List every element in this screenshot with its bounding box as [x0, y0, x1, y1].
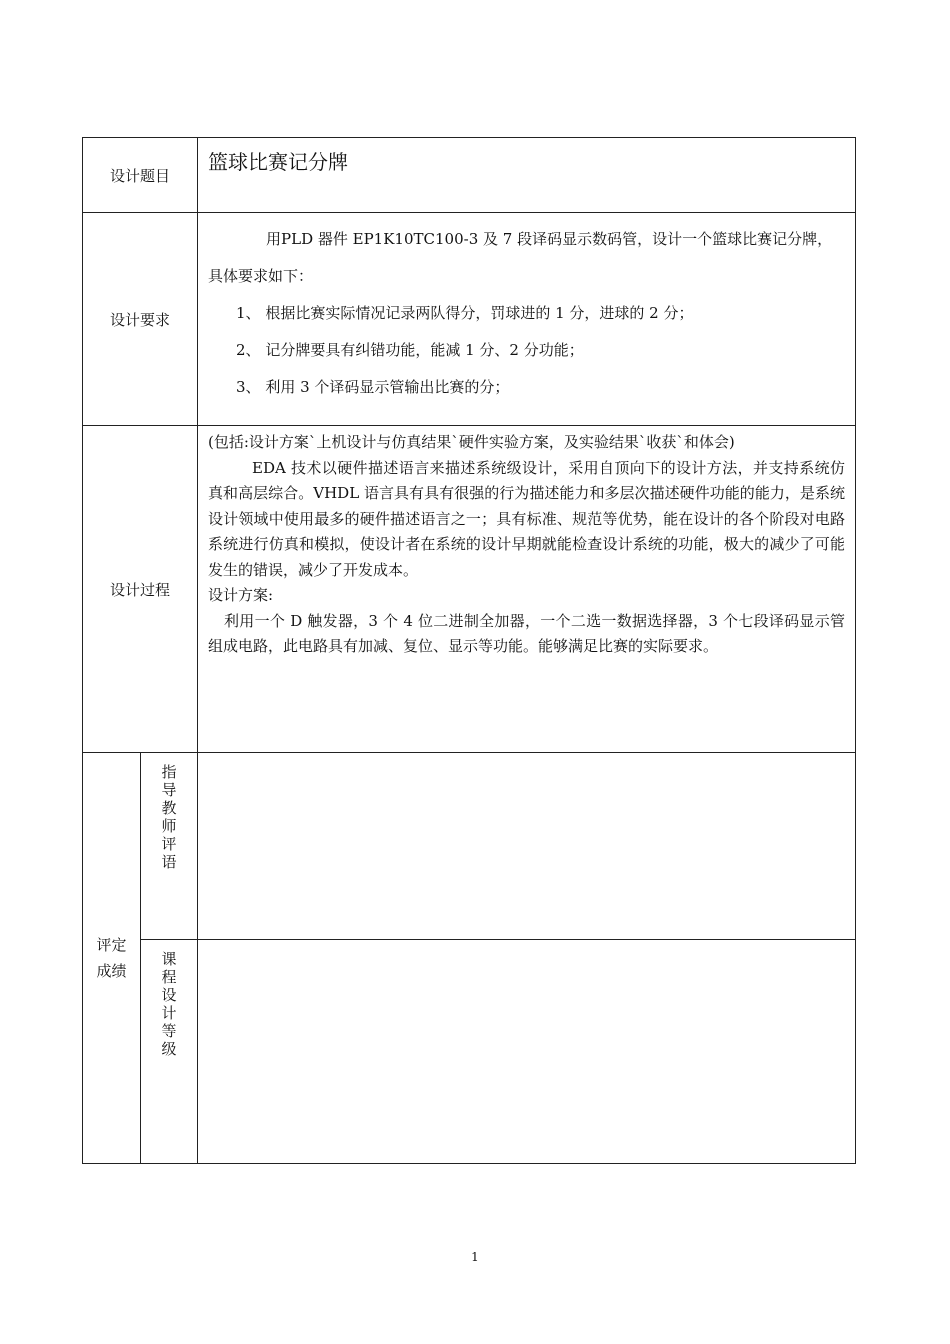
- design-title-text: 篮球比赛记分牌: [208, 150, 349, 174]
- requirements-content: [198, 213, 856, 426]
- teacher-comment-char: 指: [161, 763, 177, 781]
- requirement-item-1: 1、 根据比赛实际情况记录两队得分，罚球进的 1 分，进球的 2 分；: [236, 304, 694, 322]
- course-grade-char: 设: [161, 986, 177, 1004]
- teacher-comment-char: 导: [161, 781, 177, 799]
- design-form-table: [82, 137, 856, 1164]
- teacher-comment-char: 评: [161, 835, 177, 853]
- teacher-comment-label: [141, 753, 198, 940]
- teacher-comment-char: 语: [161, 853, 177, 871]
- process-label-text: 设计过程: [110, 580, 171, 599]
- evaluation-label-line1: 评定: [96, 936, 127, 954]
- course-grade-char: 计: [161, 1004, 177, 1022]
- course-grade-field: [198, 940, 856, 1164]
- design-title-label: [83, 138, 198, 213]
- course-grade-char: 级: [161, 1040, 177, 1058]
- course-grade-char: 程: [161, 968, 177, 986]
- requirement-item-3: 3、 利用 3 个译码显示管输出比赛的分；: [236, 378, 510, 396]
- process-label: [83, 426, 198, 753]
- evaluation-label-line2: 成绩: [96, 962, 127, 980]
- design-title-label-text: 设计题目: [110, 166, 171, 185]
- requirements-intro: 用PLD 器件 EP1K10TC100-3 及 7 段译码显示数码管，设计一个篮球比赛记分牌，具体要求如下：: [208, 230, 833, 285]
- evaluation-label: [83, 753, 141, 1164]
- course-grade-char: 等: [161, 1022, 177, 1040]
- requirements-label: [83, 213, 198, 426]
- requirement-item-2: 2、 记分牌要具有纠错功能，能减 1 分、2 分功能；: [236, 341, 584, 359]
- course-grade-char: 课: [161, 950, 177, 968]
- plan-heading: 设计方案:: [208, 586, 274, 604]
- teacher-comment-char: 教: [161, 799, 177, 817]
- process-paragraph: EDA 技术以硬件描述语言来描述系统级设计，采用自顶向下的设计方法，并支持系统仿真和高层综合。VHDL 语言具有具有很强的行为描述能力和多层次描述硬件功能的能力，是系统设计领域中使用最多的硬件描述语言之一；具有标准、规范等优势，能在设计的各个阶段对电路系统进行仿真和模拟，使设计者在系统的设计早期就能检查设计系统的功能，极大的减少了可能发生的错误，减少了开发成本。: [208, 458, 846, 579]
- requirements-label-text: 设计要求: [110, 310, 171, 329]
- plan-text: 利用一个 D 触发器，3 个 4 位二进制全加器，一个二选一数据选择器，3 个七段译码显示管组成电路，此电路具有加减、复位、显示等功能。能够满足比赛的实际要求。: [208, 611, 846, 655]
- design-title-value: [198, 138, 856, 213]
- process-note: (包括:设计方案`上机设计与仿真结果`硬件实验方案，及实验结果`收获`和体会): [208, 433, 735, 451]
- teacher-comment-field: [198, 753, 856, 940]
- course-grade-label: [141, 940, 198, 1164]
- page-number: 1: [471, 1250, 479, 1264]
- process-content: [198, 426, 856, 753]
- teacher-comment-char: 师: [161, 817, 177, 835]
